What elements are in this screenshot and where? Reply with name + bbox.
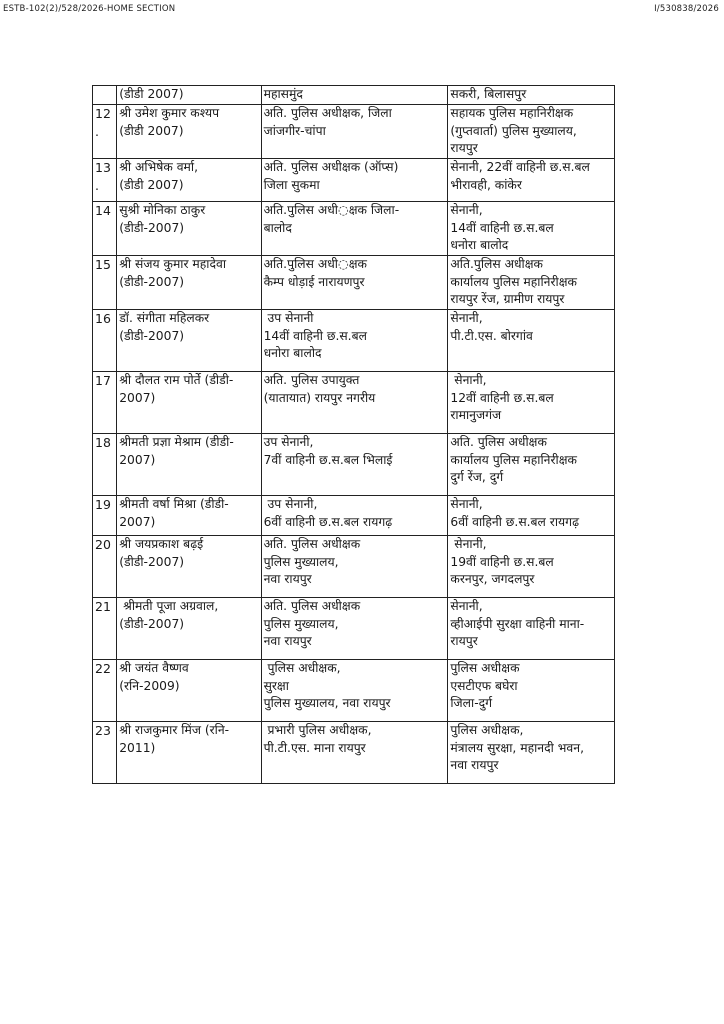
serial-number-cell: 17 [93,372,117,434]
officer-name-cell [117,159,261,202]
current-posting-line: पी.टी.एस. माना रायपुर [263,740,366,755]
current-posting-cell [261,202,448,256]
current-posting-cell [261,660,448,722]
officer-name-cell [117,496,261,536]
new-posting-line: सेनानी, [450,203,483,217]
new-posting-line: दुर्ग रेंज, दुर्ग [450,470,504,484]
new-posting-line: धनोरा बालोद [450,238,509,252]
officer-name-cell [117,310,261,372]
new-posting-line: 19वीं वाहिनी छ.स.बल [450,554,554,569]
new-posting-line: पुलिस अधीक्षक, [450,723,524,737]
current-posting-line: अति. पुलिस अधीक्षक [263,537,361,551]
new-posting-cell [448,310,615,372]
new-posting-cell [448,496,615,536]
officer-name-line: (डीडी 2007) [119,87,184,101]
officer-name-line: (डीडी 2007) [119,123,184,138]
current-posting-line: जिला सुकमा [263,177,320,192]
current-posting-line: पुलिस मुख्यालय, नवा रायपुर [263,696,391,710]
serial-number-cell: 16 [93,310,117,372]
officer-name-line: सुश्री मोनिका ठाकुर [119,203,206,217]
new-posting-line: 6वीं वाहिनी छ.स.बल रायगढ़ [450,514,579,529]
current-posting-line: 14वीं वाहिनी छ.स.बल [263,328,367,343]
new-posting-line: रायपुर रेंज, ग्रामीण रायपुर [450,292,565,306]
document-header-right: I/530838/2026 [654,4,719,14]
officer-name-line: श्री दौलत राम पोर्ते (डीडी- [119,373,234,387]
new-posting-line: पी.टी.एस. बोरगांव [450,328,533,343]
current-posting-line: जांजगीर-चांपा [263,123,326,138]
serial-number-cell: 23 [93,722,117,784]
current-posting-cell [261,722,448,784]
new-posting-line: सेनानी, [450,599,483,613]
table-row [93,256,615,310]
table-row [93,722,615,784]
current-posting-line: नवा रायपुर [263,572,312,586]
new-posting-line: सेनानी, [450,497,483,511]
new-posting-cell [448,660,615,722]
current-posting-line: सुरक्षा [263,678,289,693]
new-posting-line: कार्यालय पुलिस महानिरीक्षक [450,274,577,289]
officer-name-line: (डीडी-2007) [119,220,185,235]
new-posting-cell [448,256,615,310]
new-posting-cell [448,105,615,159]
officer-name-cell [117,372,261,434]
new-posting-cell [448,536,615,598]
current-posting-line: नवा रायपुर [263,634,312,648]
current-posting-cell [261,372,448,434]
new-posting-line: 12वीं वाहिनी छ.स.बल [450,390,554,405]
table-row [93,496,615,536]
serial-number-cell: 22 [93,660,117,722]
new-posting-line: व्हीआईपी सुरक्षा वाहिनी माना- [450,616,585,631]
current-posting-line: उप सेनानी, [263,497,318,511]
current-posting-cell [261,310,448,372]
officer-name-line: श्री संजय कुमार महादेवा [119,257,227,271]
current-posting-line: पुलिस मुख्यालय, [263,554,339,569]
officer-name-cell [117,256,261,310]
officer-name-line: 2007) [119,514,156,529]
current-posting-line: कैम्प धोड़ाई नारायणपुर [263,274,365,289]
new-posting-line: कार्यालय पुलिस महानिरीक्षक [450,452,577,467]
current-posting-line: प्रभारी पुलिस अधीक्षक, [263,723,372,737]
new-posting-line: सहायक पुलिस महानिरीक्षक [450,106,574,120]
table-row [93,86,615,105]
current-posting-line: पुलिस मुख्यालय, [263,616,339,631]
current-posting-line: 6वीं वाहिनी छ.स.बल रायगढ़ [263,514,393,529]
serial-number-cell: 14 [93,202,117,256]
officer-name-cell [117,536,261,598]
officer-name-line: डॉ. संगीता महिलकर [119,311,210,325]
transfer-table [92,85,615,784]
officer-name-line: 2007) [119,452,156,467]
officer-name-line: 2007) [119,390,156,405]
new-posting-cell [448,372,615,434]
current-posting-line: धनोरा बालोद [263,346,322,360]
serial-number-cell: 18 [93,434,117,496]
document-header-left: ESTB-102(2)/528/2026-HOME SECTION [3,4,176,14]
officer-name-line: (डीडी-2007) [119,328,185,343]
new-posting-line: करनपुर, जगदलपुर [450,572,535,586]
serial-number-cell: 12. [93,105,117,159]
new-posting-line: सकरी, बिलासपुर [450,87,527,101]
current-posting-line: महासमुंद [263,87,303,101]
current-posting-cell [261,536,448,598]
officer-name-line: श्रीमती वर्षा मिश्रा (डीडी- [119,497,229,511]
table-row [93,202,615,256]
officer-name-line: श्री जयंत वैष्णव [119,661,189,675]
current-posting-cell [261,496,448,536]
officer-name-line: श्री राजकुमार मिंज (रनि- [119,723,230,737]
current-posting-cell [261,598,448,660]
serial-number-cell: 20 [93,536,117,598]
table-row [93,159,615,202]
officer-name-line: (रनि-2009) [119,678,180,693]
new-posting-line: रायपुर [450,141,478,155]
current-posting-line: पुलिस अधीक्षक, [263,661,341,675]
officer-name-cell [117,202,261,256]
officer-name-line: (डीडी 2007) [119,177,184,192]
officer-name-cell [117,105,261,159]
officer-name-line: श्री अभिषेक वर्मा, [119,160,198,174]
new-posting-line: नवा रायपुर [450,758,499,772]
serial-number-cell: 15 [93,256,117,310]
new-posting-line: मंत्रालय सुरक्षा, महानदी भवन, [450,740,584,755]
officer-name-cell [117,660,261,722]
new-posting-cell [448,434,615,496]
new-posting-cell [448,598,615,660]
current-posting-line: (यातायात) रायपुर नगरीय [263,390,376,405]
new-posting-line: सेनानी, 22वीं वाहिनी छ.स.बल [450,160,590,174]
new-posting-cell [448,202,615,256]
current-posting-line: अति. पुलिस अधीक्षक [263,599,361,613]
officer-name-line: श्री जयप्रकाश बढ़ई [119,537,204,551]
table-row [93,598,615,660]
current-posting-cell [261,105,448,159]
new-posting-line: अति.पुलिस अधीक्षक [450,257,544,271]
officer-name-line: (डीडी-2007) [119,554,185,569]
new-posting-line: सेनानी, [450,311,483,325]
officer-name-line: 2011) [119,740,156,755]
new-posting-line: एसटीएफ बघेरा [450,678,518,693]
new-posting-line: (गुप्तवार्ता) पुलिस मुख्यालय, [450,123,577,138]
serial-number-cell: 21 [93,598,117,660]
officer-name-cell [117,598,261,660]
new-posting-line: 14वीं वाहिनी छ.स.बल [450,220,554,235]
serial-number-cell: 13. [93,159,117,202]
current-posting-line: उप सेनानी, [263,435,314,449]
officer-name-line: (डीडी-2007) [119,616,185,631]
new-posting-line: रायपुर [450,634,478,648]
current-posting-line: 7वीं वाहिनी छ.स.बल भिलाई [263,452,393,467]
current-posting-line: अति.पुलिस अधी◌क्षक जिला- [263,203,400,217]
new-posting-line: अति. पुलिस अधीक्षक [450,435,547,449]
table-row [93,372,615,434]
current-posting-line: अति. पुलिस अधीक्षक, जिला [263,106,392,120]
current-posting-line: बालोद [263,220,292,235]
current-posting-line: अति.पुलिस अधी◌क्षक [263,257,367,271]
current-posting-cell [261,256,448,310]
serial-number-cell: 19 [93,496,117,536]
current-posting-line: उप सेनानी [263,311,314,325]
table-row [93,434,615,496]
new-posting-line: भीरावही, कांकेर [450,177,522,192]
new-posting-line: रामानुजगंज [450,408,502,422]
new-posting-line: सेनानी, [450,373,487,387]
new-posting-cell [448,722,615,784]
officer-name-line: श्री उमेश कुमार कश्यप [119,106,220,120]
table-row [93,536,615,598]
current-posting-cell [261,86,448,105]
current-posting-cell [261,434,448,496]
table-row [93,660,615,722]
officer-name-line: श्रीमती पूजा अग्रवाल, [119,599,219,613]
new-posting-line: जिला-दुर्ग [450,696,493,710]
officer-name-cell [117,722,261,784]
new-posting-line: पुलिस अधीक्षक [450,661,520,675]
officer-name-line: (डीडी-2007) [119,274,185,289]
table-row [93,105,615,159]
new-posting-cell [448,86,615,105]
table-row [93,310,615,372]
new-posting-line: सेनानी, [450,537,487,551]
officer-name-line: श्रीमती प्रज्ञा मेश्राम (डीडी- [119,435,234,449]
new-posting-cell [448,159,615,202]
serial-number-cell [93,86,117,105]
current-posting-line: अति. पुलिस अधीक्षक (ऑप्स) [263,160,399,174]
transfer-table-body [93,86,615,784]
current-posting-line: अति. पुलिस उपायुक्त [263,373,360,387]
officer-name-cell [117,434,261,496]
officer-name-cell [117,86,261,105]
current-posting-cell [261,159,448,202]
